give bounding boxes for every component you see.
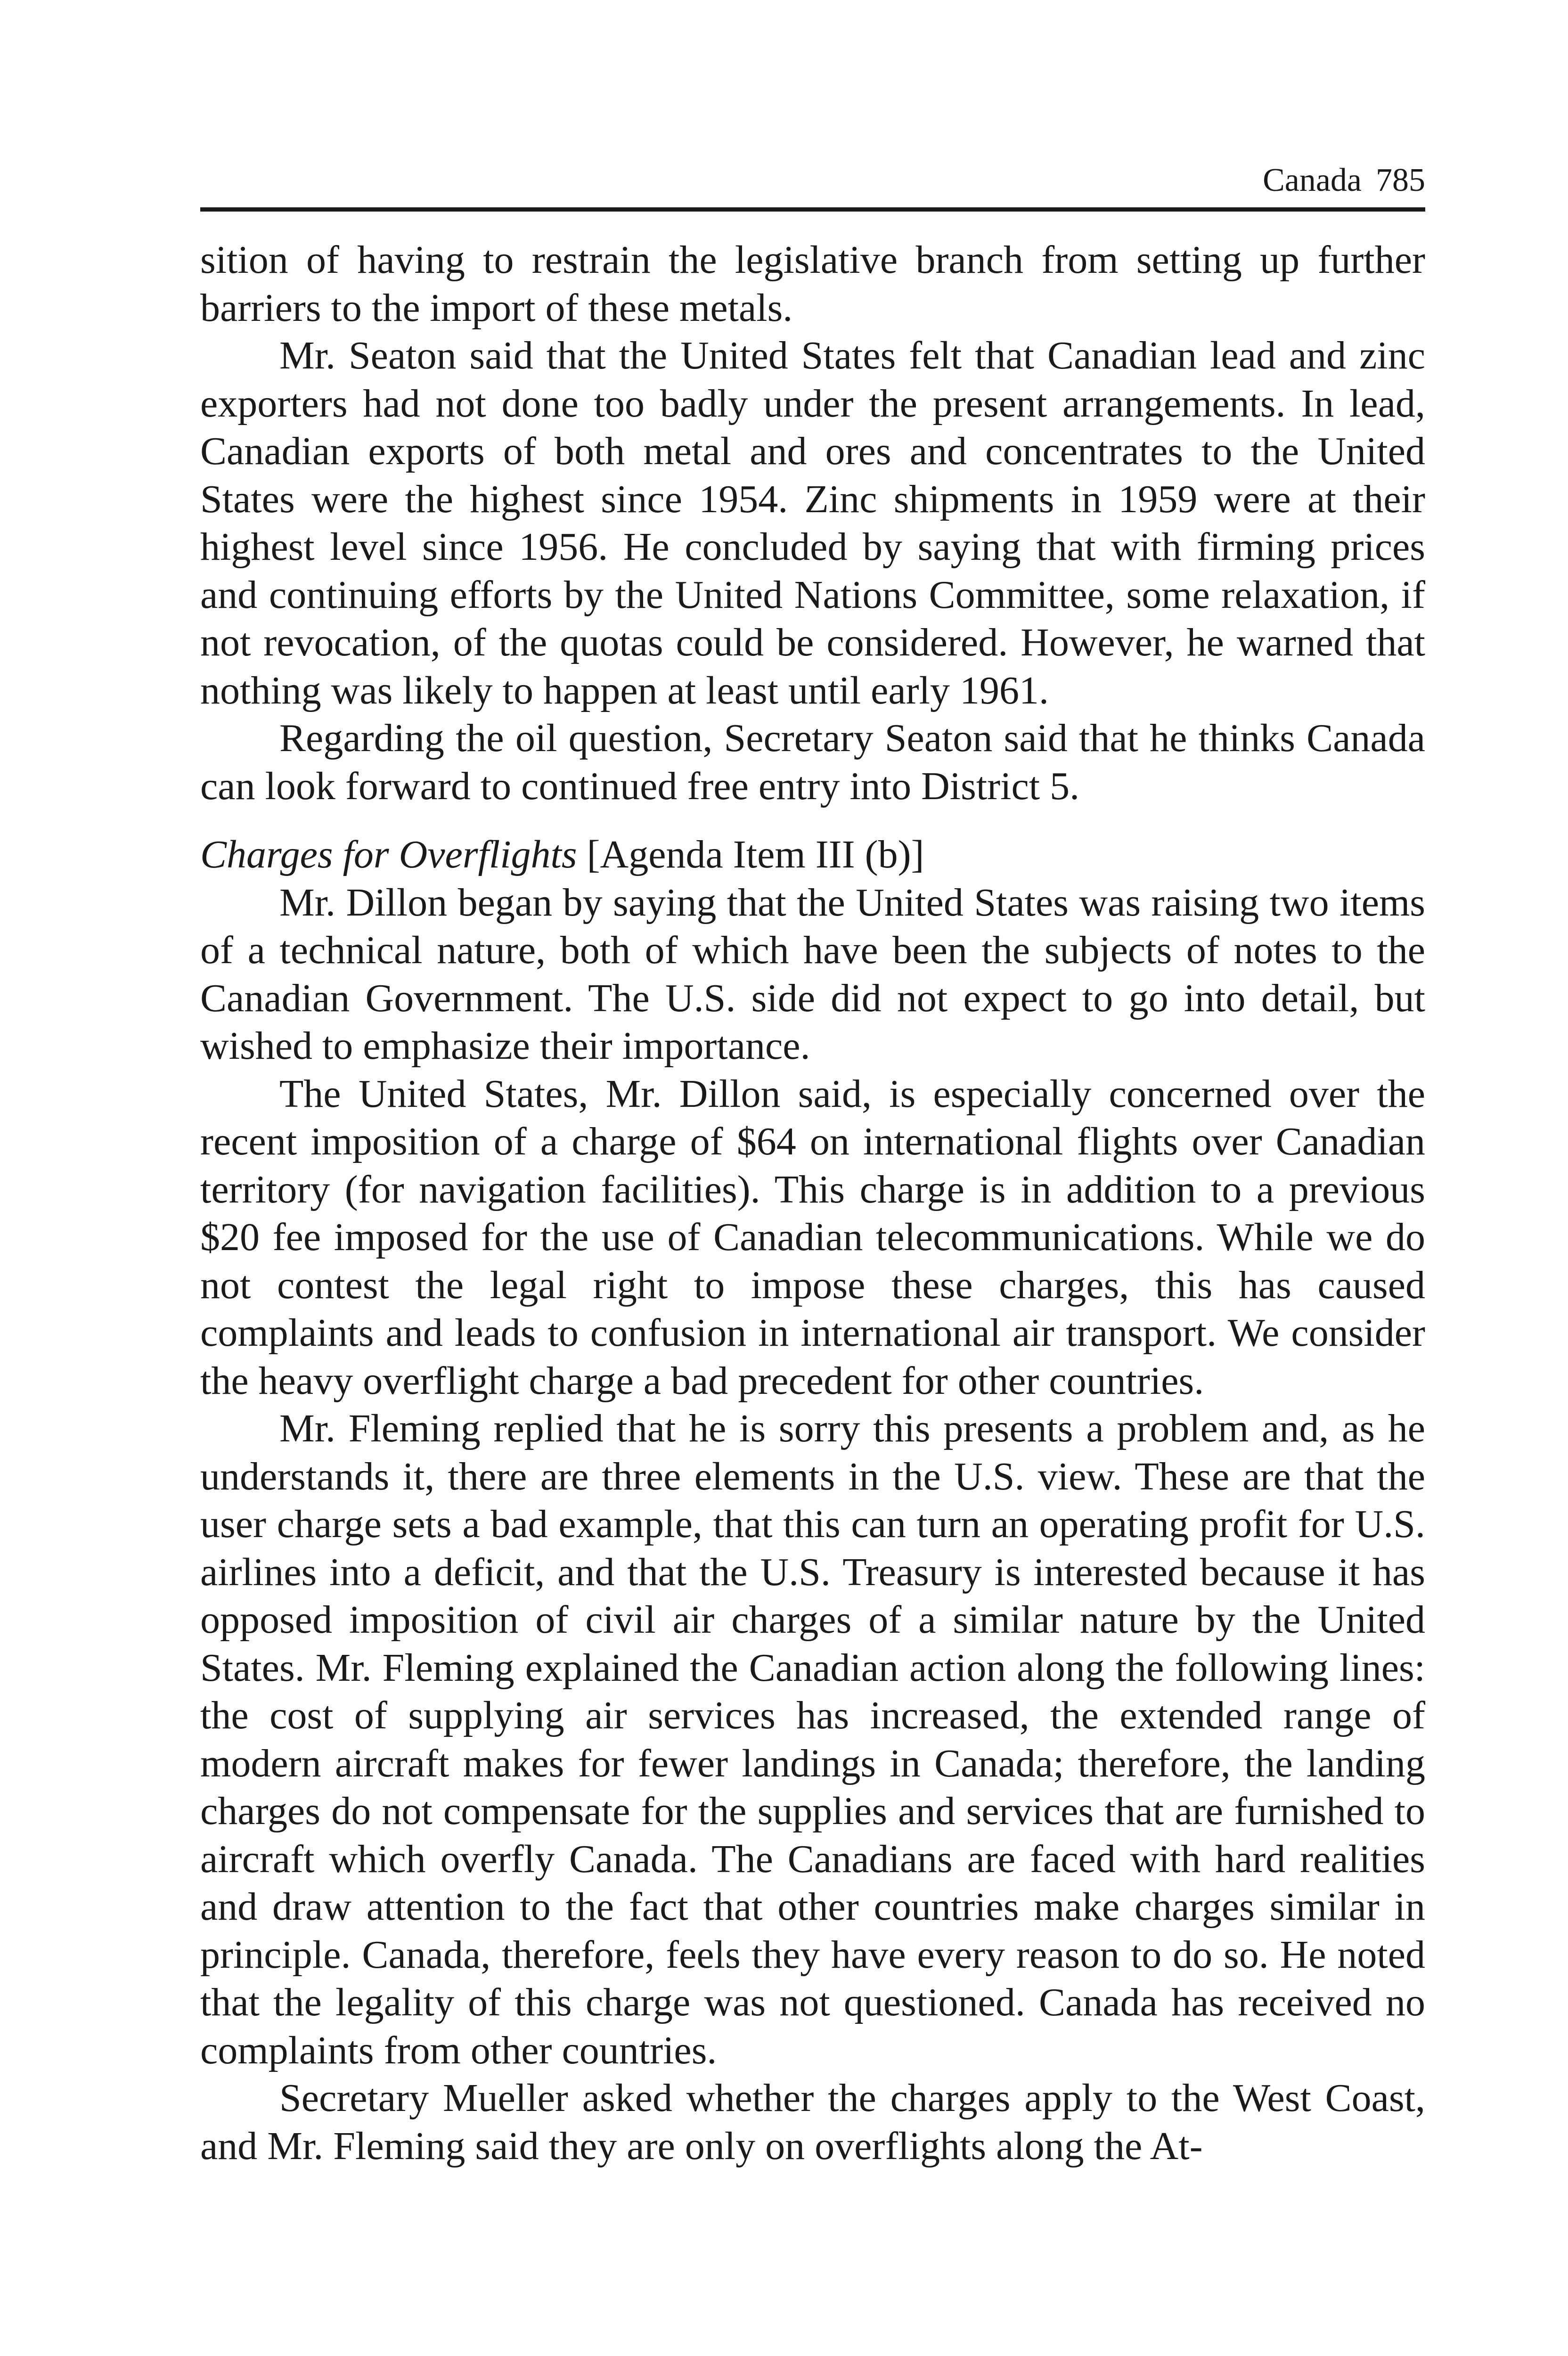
- paragraph-dillon-intro: Mr. Dillon began by saying that the United States was raising two items of a technical nature, both of which have been the subjects of notes to the Canadian Government. The U.S. side did not expect to go into detail, but wished to emphasize their importance.: [200, 880, 1425, 1068]
- page-number: 785: [1376, 162, 1425, 198]
- paragraph-fleming-reply: Mr. Fleming replied that he is sorry this presents a problem and, as he understands it, there are three elements in the U.S. view. These are that the user charge sets a bad example, that this can turn an operating profit for U.S. airlines into a deficit, and that the U.S. Treasury is interested because it has opposed imposition of civil air charges of a similar nature by the United States. Mr. Fleming explained the Canadian action along the following lines: the cost of supplying air services has increased, the extended range of modern aircraft makes for fewer landings in Canada; therefore, the landing charges do not compensate for the supplies and services that are furnished to aircraft which overfly Canada. The Canadians are faced with hard realities and draw attention to the fact that other countries make charges similar in principle. Canada, therefore, feels they have every reason to do so. He noted that the legality of this charge was not questioned. Canada has received no complaints from other countries.: [200, 1407, 1425, 2072]
- paragraph-oil-question: Regarding the oil question, Secretary Seaton said that he thinks Canada can look forward to continued free entry into District 5.: [200, 716, 1425, 808]
- paragraph-mueller-question: Secretary Mueller asked whether the charges apply to the West Coast, and Mr. Fleming said they are only on overflights along the At-: [200, 2076, 1425, 2168]
- header-rule: [200, 207, 1425, 212]
- running-head-text: [1263, 164, 1425, 197]
- running-head-section: Canada: [1263, 162, 1362, 198]
- section-heading-agenda-ref: [Agenda Item III (b)]: [587, 833, 924, 876]
- paragraph-lead-zinc: Mr. Seaton said that the United States felt that Canadian lead and zinc exporters had not done too badly under the present arrangements. In lead, Canadian exports of both metal and ores and concentrates to the United States were the highest since 1954. Zinc shipments in 1959 were at their highest level since 1956. He concluded by saying that with firming prices and continuing efforts by the United Nations Committee, some relaxation, if not revocation, of the quotas could be considered. However, he warned that nothing was likely to happen at least until early 1961.: [200, 334, 1425, 712]
- paragraph-continued: sition of having to restrain the legislative branch from setting up further barriers to the import of these metals.: [200, 238, 1425, 330]
- body-text: [200, 236, 1425, 2170]
- paragraph-dillon-charges: The United States, Mr. Dillon said, is especially concerned over the recent imposition of a charge of $64 on international flights over Canadian territory (for navigation facilities). This charge is in addition to a previous $20 fee imposed for the use of Canadian telecommunications. While we do not contest the legal right to impose these charges, this has caused complaints and leads to confusion in international air transport. We consider the heavy overflight charge a bad precedent for other countries.: [200, 1072, 1425, 1403]
- section-heading: [200, 831, 1425, 879]
- document-page: [200, 155, 1425, 2170]
- running-head: [200, 155, 1425, 207]
- section-heading-title: Charges for Overflights: [200, 833, 577, 876]
